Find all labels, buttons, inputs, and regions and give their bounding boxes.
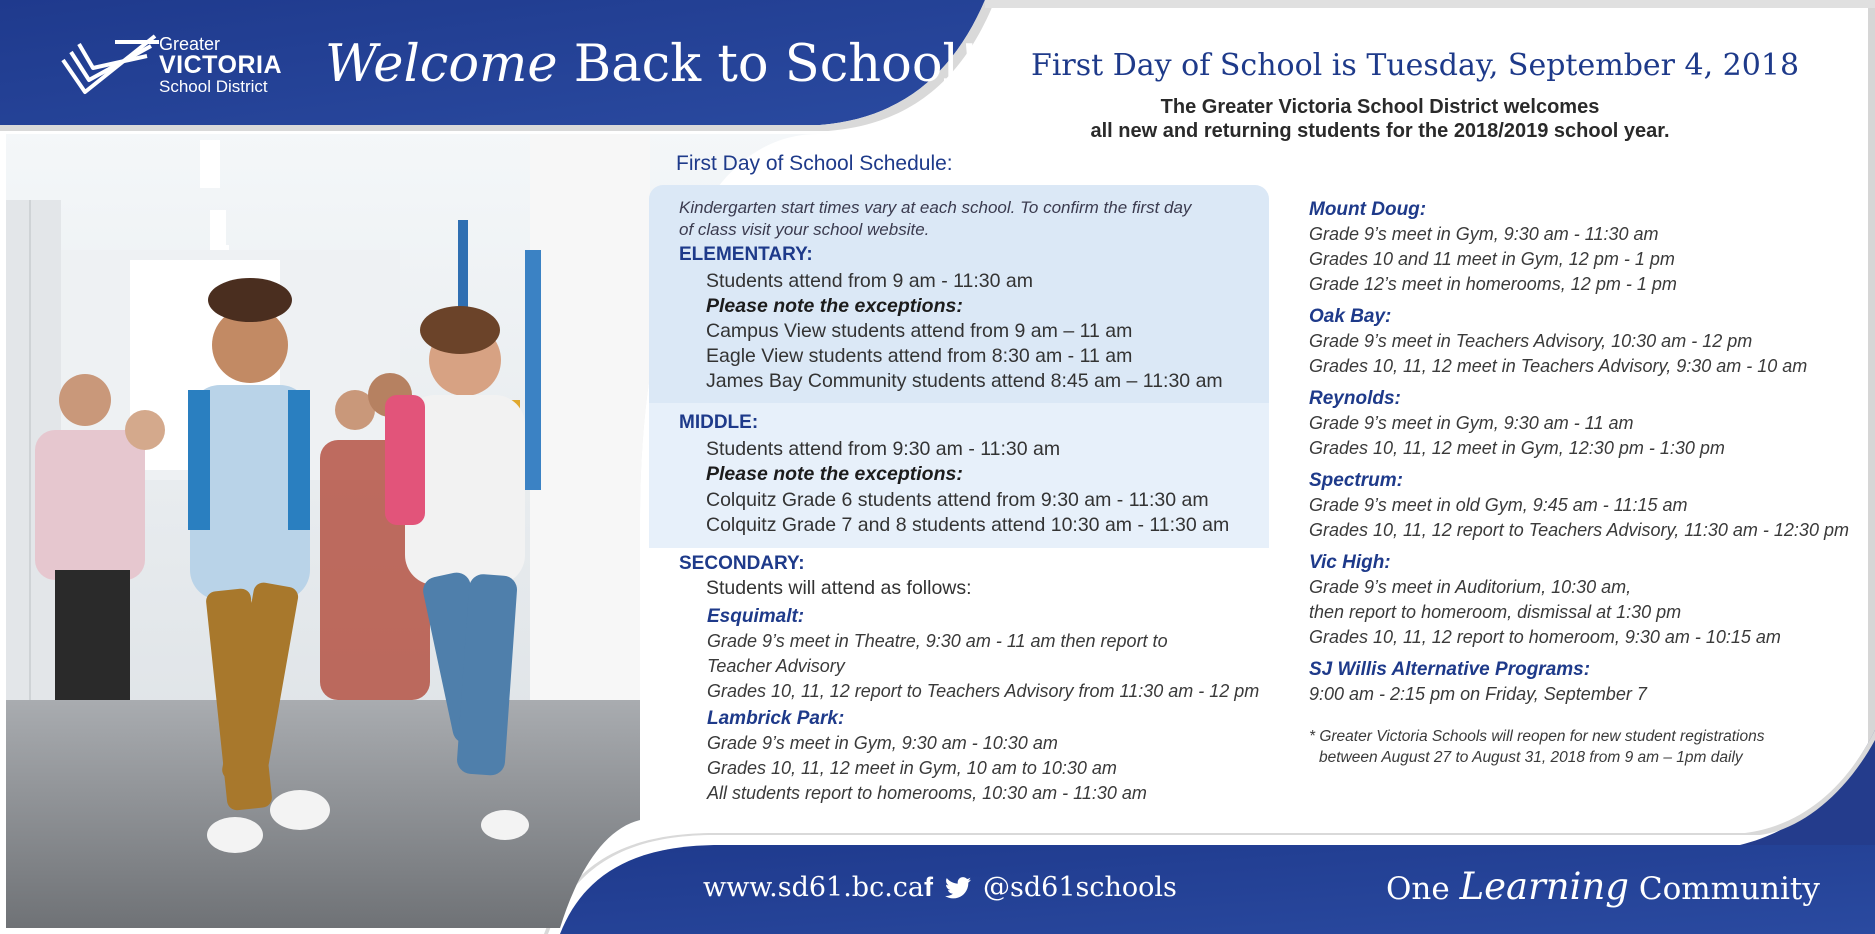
school-line: Grade 9’s meet in Theatre, 9:30 am - 11 am then report to bbox=[707, 631, 1168, 651]
school-line: Grades 10, 11, 12 report to homeroom, 9:30 am - 10:15 am bbox=[1309, 627, 1781, 647]
school-name-esquimalt: Esquimalt: bbox=[707, 606, 805, 627]
welcome-script: Welcome bbox=[325, 35, 558, 94]
school-name-vic-high: Vic High: bbox=[1309, 552, 1391, 573]
elementary-attend: Students attend from 9 am - 11:30 am bbox=[706, 270, 1033, 292]
footnote-line-2: between August 27 to August 31, 2018 from 9 am – 1pm daily bbox=[1319, 749, 1743, 766]
school-line: Grade 9’s meet in Gym, 9:30 am - 11 am bbox=[1309, 413, 1634, 433]
school-line: Grades 10, 11, 12 report to Teachers Advisory from 11:30 am - 12 pm bbox=[707, 681, 1260, 701]
twitter-icon[interactable] bbox=[945, 877, 971, 899]
middle-attend: Students attend from 9:30 am - 11:30 am bbox=[706, 438, 1061, 460]
welcome-headline bbox=[325, 35, 979, 94]
school-line: Grade 9’s meet in old Gym, 9:45 am - 11:15 am bbox=[1309, 495, 1688, 515]
school-line: Grade 9’s meet in Gym, 9:30 am - 11:30 am bbox=[1309, 224, 1659, 244]
elementary-exception: James Bay Community students attend 8:45 am – 11:30 am bbox=[706, 370, 1223, 392]
logo-greater: Greater bbox=[159, 34, 221, 54]
school-name-mount-doug: Mount Doug: bbox=[1309, 199, 1427, 220]
tagline bbox=[1386, 865, 1820, 908]
school-line: Grade 9’s meet in Auditorium, 10:30 am, bbox=[1309, 577, 1632, 597]
logo-wordmark bbox=[159, 35, 282, 95]
school-line: Grade 9’s meet in Teachers Advisory, 10:30 am - 12 pm bbox=[1309, 331, 1753, 351]
school-name-reynolds: Reynolds: bbox=[1309, 388, 1401, 409]
middle-exception: Colquitz Grade 6 students attend from 9:30 am - 11:30 am bbox=[706, 489, 1209, 511]
elementary-exception: Eagle View students attend from 8:30 am - 11 am bbox=[706, 345, 1133, 367]
tagline-one: One bbox=[1386, 871, 1450, 907]
logo-district: School District bbox=[159, 77, 268, 96]
middle-exception: Colquitz Grade 7 and 8 students attend 10:30 am - 11:30 am bbox=[706, 514, 1230, 536]
school-line: Grades 10, 11, 12 meet in Gym, 10 am to 10:30 am bbox=[707, 758, 1117, 778]
school-line: Teacher Advisory bbox=[707, 656, 845, 676]
welcome-rest: Back to School! bbox=[573, 35, 980, 94]
footnote-line-1: * Greater Victoria Schools will reopen for new student registrations bbox=[1309, 728, 1765, 745]
elementary-title: ELEMENTARY: bbox=[679, 244, 813, 265]
school-line: 9:00 am - 2:15 pm on Friday, September 7 bbox=[1309, 684, 1647, 704]
kindergarten-note bbox=[679, 197, 1239, 241]
school-line: All students report to homerooms, 10:30 am - 11:30 am bbox=[707, 783, 1147, 803]
elementary-exception: Campus View students attend from 9 am – 11 am bbox=[706, 320, 1133, 342]
school-line: Grades 10 and 11 meet in Gym, 12 pm - 1 pm bbox=[1309, 249, 1675, 269]
kindergarten-note-line-2: of class visit your school website. bbox=[679, 220, 930, 239]
registration-footnote bbox=[1309, 726, 1764, 768]
middle-exceptions-label: Please note the exceptions: bbox=[706, 463, 963, 485]
school-name-lambrick-park: Lambrick Park: bbox=[707, 708, 845, 729]
schedule-heading: First Day of School Schedule: bbox=[676, 152, 953, 175]
social-handle[interactable]: @sd61schools bbox=[983, 872, 1177, 903]
social-links bbox=[924, 872, 1177, 903]
elementary-exceptions-label: Please note the exceptions: bbox=[706, 295, 963, 317]
tagline-learning: Learning bbox=[1459, 865, 1629, 908]
tagline-community: Community bbox=[1638, 871, 1820, 907]
logo-victoria: VICTORIA bbox=[159, 51, 282, 79]
school-name-oak-bay: Oak Bay: bbox=[1309, 306, 1392, 327]
school-line: then report to homeroom, dismissal at 1:30 pm bbox=[1309, 602, 1682, 622]
district-logo[interactable] bbox=[55, 30, 282, 100]
secondary-title: SECONDARY: bbox=[679, 553, 805, 574]
school-line: Grades 10, 11, 12 meet in Teachers Advisory, 9:30 am - 10 am bbox=[1309, 356, 1808, 376]
school-name-spectrum: Spectrum: bbox=[1309, 470, 1403, 491]
school-line: Grades 10, 11, 12 meet in Gym, 12:30 pm - 1:30 pm bbox=[1309, 438, 1725, 458]
kindergarten-note-line-1: Kindergarten start times vary at each school. To confirm the first day bbox=[679, 198, 1192, 217]
school-name-sj-willis: SJ Willis Alternative Programs: bbox=[1309, 659, 1591, 680]
facebook-icon[interactable]: f bbox=[924, 872, 933, 902]
logo-wings-icon bbox=[55, 30, 165, 100]
intro-line-2: all new and returning students for the 2018/2019 school year. bbox=[1090, 120, 1670, 142]
intro-text bbox=[1060, 95, 1700, 143]
website-link[interactable]: www.sd61.bc.ca bbox=[703, 872, 924, 903]
school-line: Grade 9’s meet in Gym, 9:30 am - 10:30 am bbox=[707, 733, 1058, 753]
school-line: Grades 10, 11, 12 report to Teachers Advisory, 11:30 am - 12:30 pm bbox=[1309, 520, 1849, 540]
middle-title: MIDDLE: bbox=[679, 412, 759, 433]
school-line: Grade 12’s meet in homerooms, 12 pm - 1 pm bbox=[1309, 274, 1677, 294]
intro-line-1: The Greater Victoria School District welcomes bbox=[1160, 96, 1600, 118]
first-day-title: First Day of School is Tuesday, September 4, 2018 bbox=[1031, 48, 1800, 83]
secondary-intro: Students will attend as follows: bbox=[706, 577, 972, 599]
